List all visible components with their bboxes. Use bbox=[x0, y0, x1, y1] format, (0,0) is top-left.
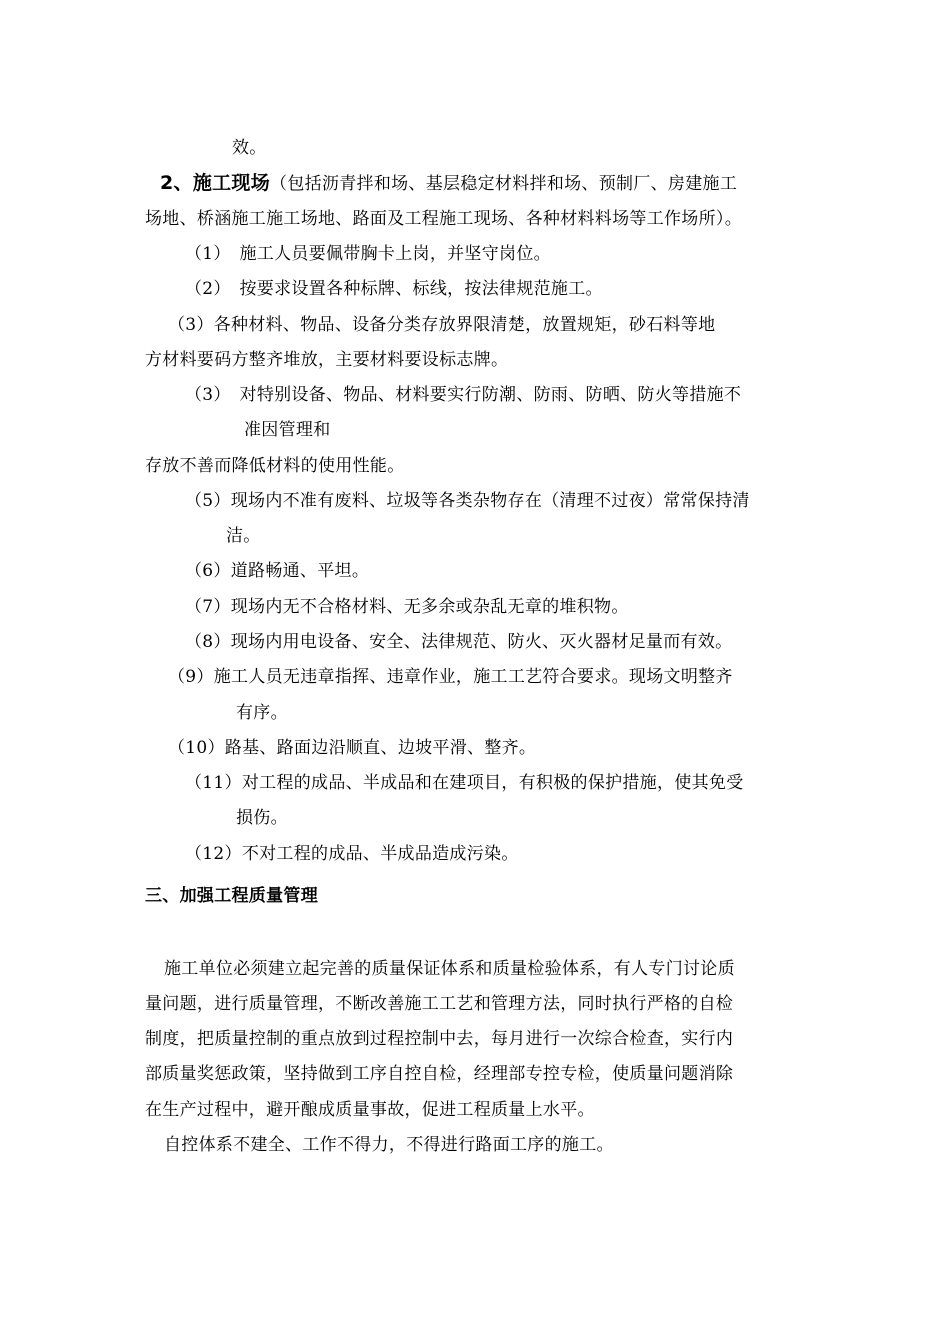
section-3-paragraph-1-line-4: 部质量奖惩政策，坚持做到工序自控自检，经理部专控专检，使质量问题消除 bbox=[145, 1064, 734, 1084]
section-2-scope-note: （包括沥青拌和场、基层稳定材料拌和场、预制厂、房建施工 bbox=[270, 174, 738, 194]
section-3-paragraph-2: 自控体系不建全、工作不得力，不得进行路面工序的施工。 bbox=[164, 1135, 614, 1155]
section-2-heading bbox=[160, 172, 737, 195]
section-3-paragraph-1-line-3: 制度，把质量控制的重点放到过程控制中去，每月进行一次综合检查，实行内 bbox=[145, 1029, 734, 1049]
list-item-5-continued: 洁。 bbox=[226, 526, 261, 546]
list-item-3b-continued-2: 存放不善而降低材料的使用性能。 bbox=[145, 456, 405, 476]
list-item-12: （12）不对工程的成品、半成品造成污染。 bbox=[185, 844, 519, 864]
list-item-6: （6）道路畅通、平坦。 bbox=[185, 561, 370, 581]
section-2-scope-continued: 场地、桥涵施工施工场地、路面及工程施工现场、各种材料料场等工作场所）。 bbox=[145, 209, 742, 229]
list-item-5: （5）现场内不准有废料、垃圾等各类杂物存在（清理不过夜）常常保持清 bbox=[185, 491, 750, 511]
list-item-2: （2） 按要求设置各种标牌、标线，按法律规范施工。 bbox=[185, 279, 603, 299]
section-3-paragraph-1: 施工单位必须建立起完善的质量保证体系和质量检验体系，有人专门讨论质 bbox=[164, 959, 735, 979]
list-item-10: （10）路基、路面边沿顺直、边坡平滑、整齐。 bbox=[168, 738, 537, 758]
list-item-3a: （3）各种材料、物品、设备分类存放界限清楚，放置规矩，砂石料等地 bbox=[168, 315, 716, 335]
list-item-7: （7）现场内无不合格材料、无多余或杂乱无章的堆积物。 bbox=[185, 597, 629, 617]
section-3-paragraph-1-line-2: 量问题，进行质量管理，不断改善施工工艺和管理方法，同时执行严格的自检 bbox=[145, 994, 734, 1014]
section-3-paragraph-1-line-5: 在生产过程中，避开酿成质量事故，促进工程质量上水平。 bbox=[145, 1100, 595, 1120]
list-item-9: （9）施工人员无违章指挥、违章作业，施工工艺符合要求。现场文明整齐 bbox=[168, 667, 733, 687]
section-2-title: 2、施工现场 bbox=[160, 172, 271, 194]
list-item-1: （1） 施工人员要佩带胸卡上岗，并坚守岗位。 bbox=[185, 244, 551, 264]
list-item-3b-continued: 准因管理和 bbox=[244, 420, 331, 440]
continuation-text: 效。 bbox=[232, 138, 267, 158]
list-item-9-continued: 有序。 bbox=[236, 703, 288, 723]
list-item-3a-continued: 方材料要码方整齐堆放，主要材料要设标志牌。 bbox=[145, 350, 509, 370]
section-3-title: 三、加强工程质量管理 bbox=[145, 886, 318, 906]
list-item-3b: （3） 对特别设备、物品、材料要实行防潮、防雨、防晒、防火等措施不 bbox=[185, 385, 742, 405]
list-item-8: （8）现场内用电设备、安全、法律规范、防火、灭火器材足量而有效。 bbox=[185, 632, 733, 652]
list-item-11-continued: 损伤。 bbox=[236, 808, 288, 828]
list-item-11: （11）对工程的成品、半成品和在建项目，有积极的保护措施，使其免受 bbox=[185, 773, 744, 793]
